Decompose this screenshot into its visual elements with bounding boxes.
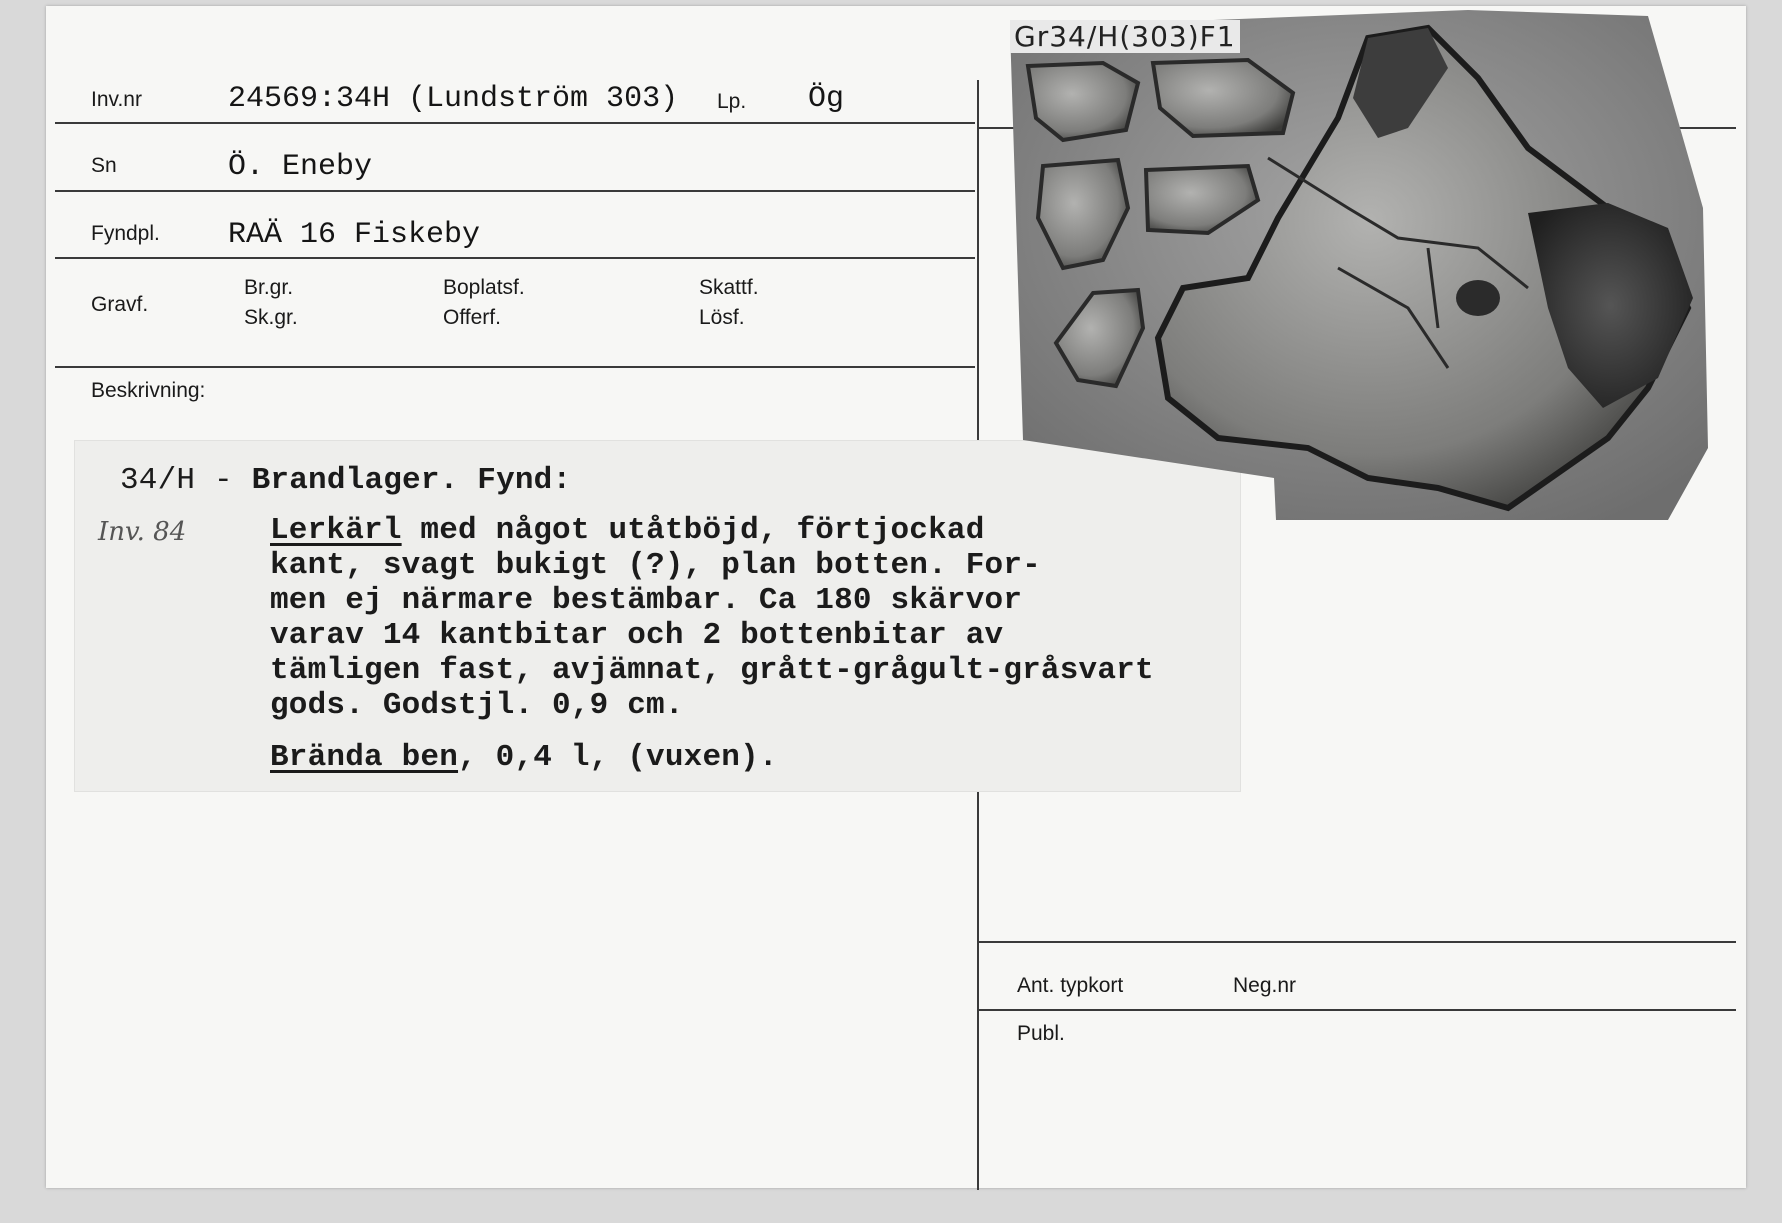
photo-label: Gr34/H(303)F1 <box>1010 20 1240 53</box>
description-line-4: men ej närmare bestämbar. Ca 180 skärvor <box>270 583 1023 618</box>
ant-typkort-label: Ant. typkort <box>1017 974 1124 997</box>
rule-sn <box>55 190 975 192</box>
rule-fyndpl <box>55 257 975 259</box>
description-line-5: varav 14 kantbitar och 2 bottenbitar av <box>270 618 1004 653</box>
rule-gravf <box>55 366 975 368</box>
skattf-label: Skattf. <box>699 276 759 299</box>
sn-label: Sn <box>91 154 117 177</box>
term-lerkarl: Lerkärl <box>270 513 402 548</box>
term-branda-ben: Brända ben <box>270 740 459 775</box>
sherd-hole <box>1456 280 1500 316</box>
offerf-label: Offerf. <box>443 306 501 329</box>
find-number: 34/H - <box>120 463 252 498</box>
description-line-8 <box>270 740 778 775</box>
losf-label: Lösf. <box>699 306 745 329</box>
invnr-value: 24569:34H (Lundström 303) <box>228 82 679 116</box>
sn-value: Ö. Eneby <box>228 150 373 184</box>
fyndpl-label: Fyndpl. <box>91 222 160 245</box>
description-line-8-text: , 0,4 l, (vuxen). <box>458 740 778 775</box>
description-line-2 <box>270 513 985 548</box>
skgr-label: Sk.gr. <box>244 306 298 329</box>
handwritten-inv-note: Inv. 84 <box>98 517 187 547</box>
rule-publ <box>978 1009 1736 1011</box>
lp-label: Lp. <box>717 90 747 113</box>
rule-invnr <box>55 122 975 124</box>
gravf-label: Gravf. <box>91 293 149 316</box>
rule-ant-typkort <box>978 941 1736 943</box>
context-title: Brandlager. Fynd: <box>251 463 572 498</box>
description-line-7: gods. Godstjl. 0,9 cm. <box>270 688 684 723</box>
fyndpl-value: RAÄ 16 Fiskeby <box>228 218 481 252</box>
sherds-photograph <box>1008 8 1738 520</box>
negnr-label: Neg.nr <box>1233 974 1297 997</box>
beskrivning-label: Beskrivning: <box>91 379 206 402</box>
brgr-label: Br.gr. <box>244 276 294 299</box>
publ-label: Publ. <box>1017 1022 1065 1045</box>
description-line-2-text: med något utåtböjd, förtjockad <box>401 513 985 548</box>
description-line-6: tämligen fast, avjämnat, grått-grågult-gråsvart <box>270 653 1154 688</box>
invnr-label: Inv.nr <box>91 88 142 111</box>
description-line-1 <box>120 463 571 498</box>
lp-value: Ög <box>808 82 845 116</box>
boplatsf-label: Boplatsf. <box>443 276 525 299</box>
description-line-3: kant, svagt bukigt (?), plan botten. For- <box>270 548 1041 583</box>
